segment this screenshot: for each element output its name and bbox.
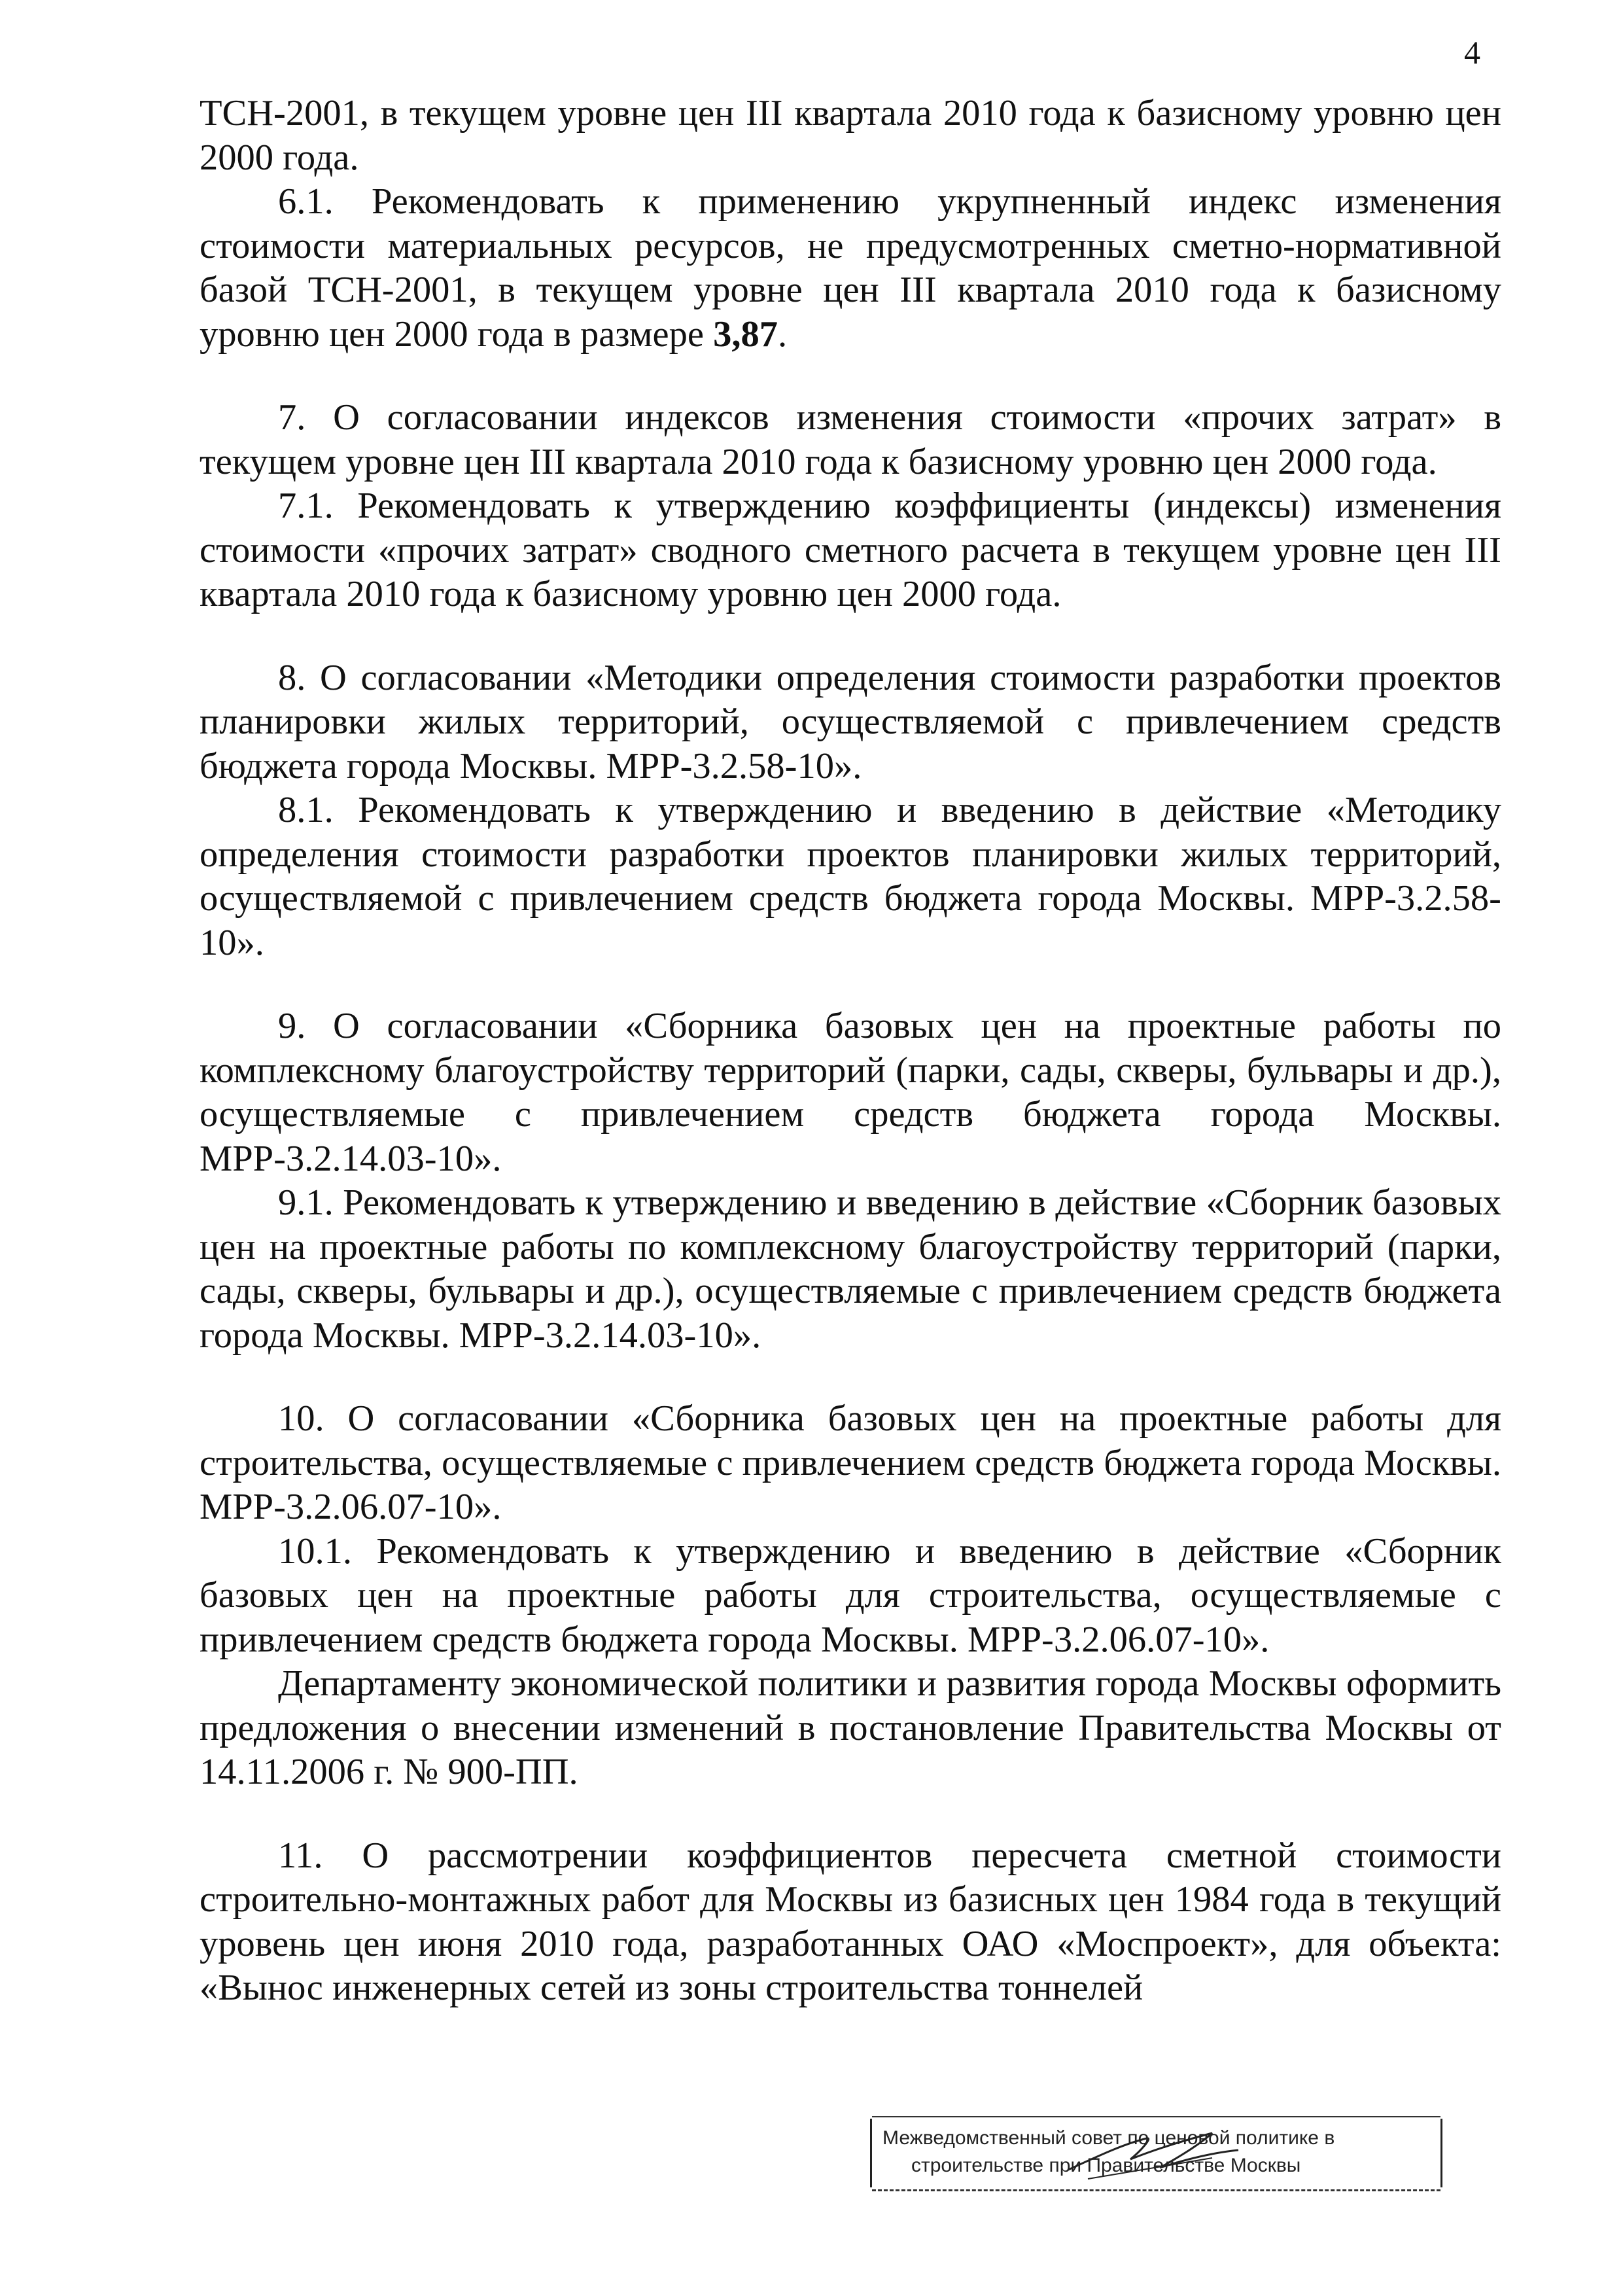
paragraph-10: 10. О согласовании «Сборника базовых цен на проектные работы для строительства, осуществляемые с привлечением средств бюджета города Москвы. МРР-3.2.06.07-10».	[200, 1398, 1501, 1527]
paragraph-7-1: 7.1. Рекомендовать к утверждению коэффициенты (индексы) изменения стоимости «прочих затрат» сводного сметного расчета в текущем уровне цен III квартала 2010 года к базисному уровню цен 2000 года.	[200, 486, 1501, 614]
paragraph-department-instruction: Департаменту экономической политики и развития города Москвы оформить предложения о внесении изменений в постановление Правительства Москвы от 14.11.2006 г. № 900-ПП.	[200, 1663, 1501, 1792]
page-number: 4	[1464, 34, 1480, 71]
paragraph-9: 9. О согласовании «Сборника базовых цен на проектные работы по комплексному благоустройству территорий (парки, сады, скверы, бульвары и др.), осуществляемые с привлечением средств бюджета города Москвы. МРР-3.2.14.03-10».	[200, 1006, 1501, 1179]
paragraph-8: 8. О согласовании «Методики определения стоимости разработки проектов планировки жилых территорий, осуществляемой с привлечением средств бюджета города Москвы. МРР-3.2.58-10».	[200, 657, 1501, 786]
stamp-line-2: строительстве при Правительстве Москвы	[911, 2155, 1301, 2176]
paragraph-gap	[200, 617, 1501, 656]
paragraph-9-1: 9.1. Рекомендовать к утверждению и введению в действие «Сборник базовых цен на проектные работы по комплексному благоустройству территорий (парки, сады, скверы, бульвары и др.), осуществляемые с привлечением средств бюджета города Москвы. МРР-3.2.14.03-10».	[200, 1182, 1501, 1356]
paragraph-6-1: 6.1. Рекомендовать к применению укрупненный индекс изменения стоимости материальных ресурсов, не предусмотренных сметно-нормативной базой ТСН-2001, в текущем уровне цен III квартала 2010 года к базисному уровню цен 2000 года в размере 3,87.	[200, 181, 1501, 355]
stamp-top-border	[872, 2116, 1440, 2117]
paragraph-tsn-continuation: ТСН-2001, в текущем уровне цен III квартала 2010 года к базисному уровню цен 2000 года.	[200, 93, 1501, 178]
paragraph-gap	[200, 965, 1501, 1004]
index-value: 3,87	[713, 313, 778, 355]
paragraph-11: 11. О рассмотрении коэффициентов пересчета сметной стоимости строительно-монтажных работ для Москвы из базисных цен 1984 года в текущий уровень цен июня 2010 года, разработанных ОАО «Моспроект», для объекта: «Вынос инженерных сетей из зоны строительства тоннелей	[200, 1835, 1501, 2008]
paragraph-10-1: 10.1. Рекомендовать к утверждению и введению в действие «Сборник базовых цен на проектные работы для строительства, осуществляемые с привлечением средств бюджета города Москвы. МРР-3.2.06.07-10».	[200, 1530, 1501, 1660]
signature-mark	[872, 2119, 1444, 2187]
document-body	[200, 92, 1501, 2011]
paragraph-gap	[200, 1795, 1501, 1834]
paragraph-gap	[200, 1358, 1501, 1397]
stamp-bottom-border	[872, 2189, 1440, 2191]
stamp-line-1: Межведомственный совет по ценовой политике в	[882, 2127, 1335, 2149]
paragraph-7: 7. О согласовании индексов изменения стоимости «прочих затрат» в текущем уровне цен III квартала 2010 года к базисному уровню цен 2000 года.	[200, 397, 1501, 482]
paragraph-gap	[200, 357, 1501, 396]
paragraph-8-1: 8.1. Рекомендовать к утверждению и введению в действие «Методику определения стоимости разработки проектов планировки жилых территорий, осуществляемой с привлечением средств бюджета города Москвы. МРР-3.2.58-10».	[200, 790, 1501, 963]
council-stamp	[870, 2119, 1442, 2187]
